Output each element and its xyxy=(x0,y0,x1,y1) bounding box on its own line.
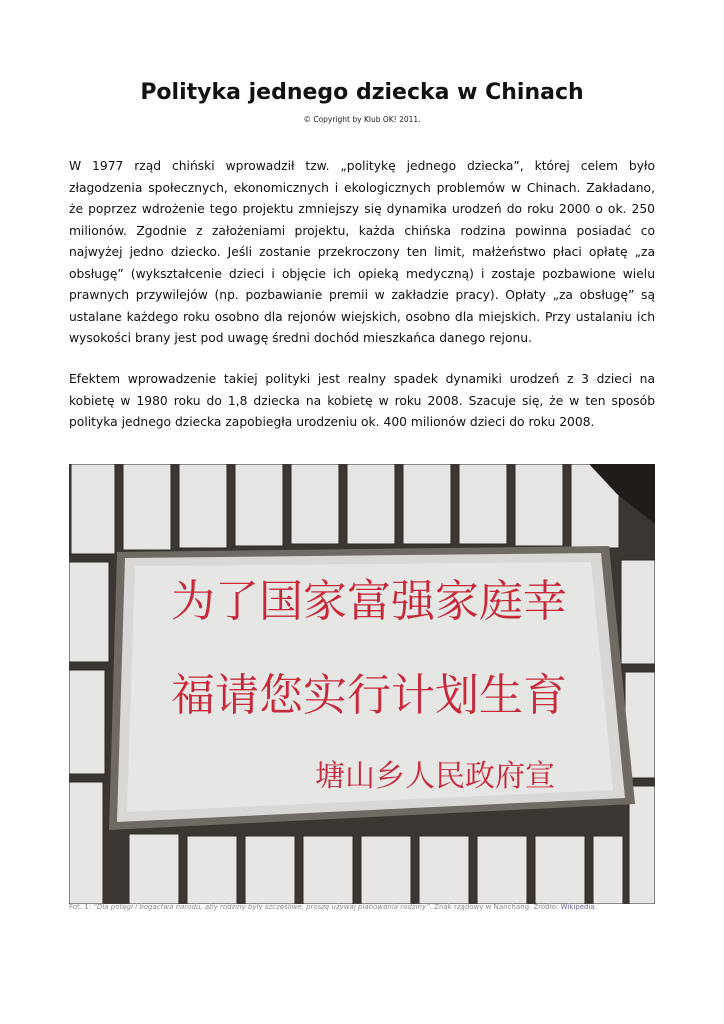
caption-quote: “Dla potęgi i bogactwa narodu, aby rodziny były szczęśliwe, proszę używaj planowania rodziny” xyxy=(93,903,430,911)
sign-photo xyxy=(69,464,655,904)
sign-text-line3: 塘山乡人民政府宣 xyxy=(315,759,555,794)
sign-text-line2: 福请您实行计划生育 xyxy=(171,670,567,721)
paragraph-intro: W 1977 rząd chiński wprowadził tzw. „politykę jednego dziecka”, której celem było złagodzenia społecznych, ekonomicznych i ekologicznych problemów w Chinach. Zakładano, że poprzez wdrożenie tego projektu zmniejszy się dynamika urodzeń do roku 2000 o ok. 250 milionów. Zgodnie z założeniami projektu, każda chińska rodzina powinna posiadać co najwyżej jedno dziecko. Jeśli zostanie przekroczony ten limit, małżeństwo płaci opłatę „za obsługę” (wykształcenie dzieci i objęcie ich opieką medyczną) i zostaje pozbawione wielu prawnych przywilejów (np. pozbawianie premii w zakładzie pracy). Opłaty „za obsługę” są ustalane każdego roku osobno dla rejonów wiejskich, osobno dla miejskich. Przy ustalaniu ich wysokości brany jest pod uwagę średni dochód mieszkańca danego rejonu. xyxy=(69,159,655,345)
caption-source-link[interactable]: Wikipedia xyxy=(560,903,595,911)
page-title: Polityka jednego dziecka w Chinach xyxy=(140,80,584,105)
caption-prefix: Fot. 1: xyxy=(69,903,94,911)
paragraph-effects: Efektem wprowadzenie takiej polityki jest realny spadek dynamiki urodzeń z 3 dzieci na kobietę w 1980 roku do 1,8 dziecka na kobietę w roku 2008. Szacuje się, że w ten sposób polityka jednego dziecka zapobiegła urodzeniu ok. 400 milionów dzieci do roku 2008. xyxy=(69,372,655,429)
sign-text-line1: 为了国家富强家庭幸 xyxy=(171,576,567,627)
caption-suffix: . xyxy=(594,903,597,911)
copyright-notice: © Copyright by Klub OK! 2011. xyxy=(303,115,421,124)
caption-middle: . Znak rządowy w Nanchang. Źródło: xyxy=(429,903,561,911)
photo-caption xyxy=(69,903,669,911)
